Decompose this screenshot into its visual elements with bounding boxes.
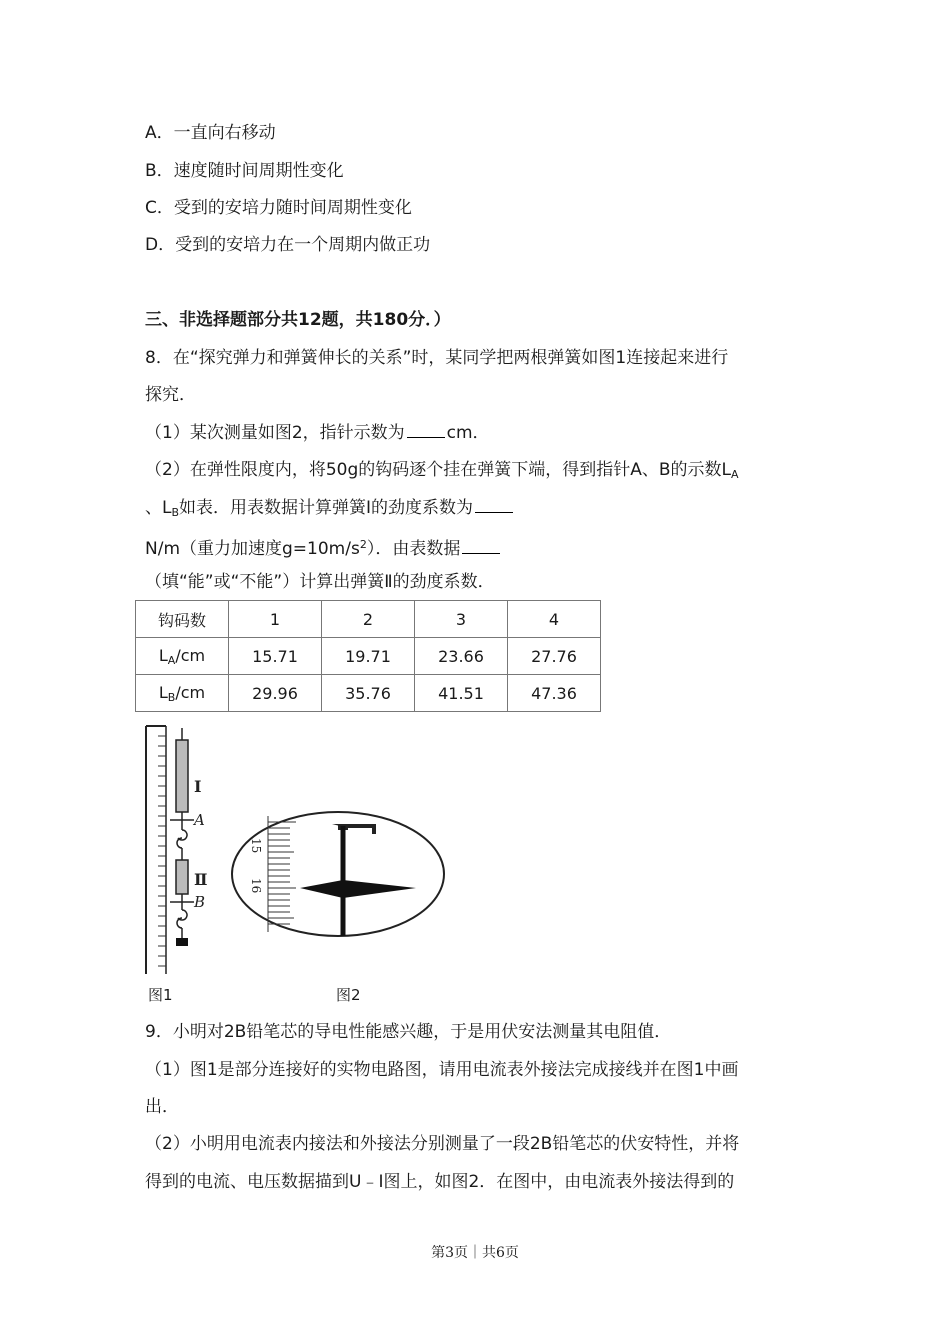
q8-part2-line4: （填“能”或“不能”）计算出弹簧Ⅱ的劲度系数．	[145, 572, 495, 592]
q9-part2-line2: 得到的电流、电压数据描到U﹣I图上，如图2．在图中，由电流表外接法得到的	[145, 1172, 735, 1192]
figure1-caption: 图1	[148, 986, 173, 1004]
answer-blank	[462, 537, 500, 554]
figure1-spring-diagram	[140, 722, 240, 980]
scale-label-15: 15	[249, 838, 263, 854]
spring-ii-label: Ⅱ	[194, 870, 208, 889]
figure2-ruler-closeup	[228, 808, 448, 940]
table-cell: 15.71	[229, 638, 322, 675]
table-header-cell: 1	[229, 601, 322, 638]
table-cell: 41.51	[415, 675, 508, 712]
answer-blank	[407, 421, 445, 438]
q8-part2-line2: 、$L_B$如表．用表数据计算弹簧Ⅰ的劲度系数为	[145, 496, 515, 525]
pointer-b-label: B	[194, 893, 206, 911]
row-label-lb: $L_B/cm$	[136, 675, 229, 712]
q9-part2-line1: （2）小明用电流表内接法和外接法分别测量了一段2B铅笔芯的伏安特性，并将	[145, 1134, 740, 1154]
table-cell: 47.36	[508, 675, 601, 712]
section-heading: 三、非选择题部分共12题，共180分．）	[145, 310, 451, 330]
table-cell: 35.76	[322, 675, 415, 712]
answer-blank	[475, 496, 513, 513]
figure2-caption: 图2	[336, 986, 361, 1004]
q8-stem-line1: 8．在“探究弹力和弹簧伸长的关系”时，某同学把两根弹簧如图1连接起来进行	[145, 348, 729, 368]
spring-i-label: Ⅰ	[194, 777, 202, 796]
table-cell: 19.71	[322, 638, 415, 675]
table-cell: 27.76	[508, 638, 601, 675]
pointer-a-label: A	[194, 811, 205, 829]
option-d: D．受到的安培力在一个周期内做正功	[145, 235, 431, 255]
q9-part1-line1: （1）图1是部分连接好的实物电路图，请用电流表外接法完成接线并在图1中画	[145, 1060, 739, 1080]
table-row	[136, 675, 601, 712]
option-b: B．速度随时间周期性变化	[145, 161, 344, 181]
table-cell: 29.96	[229, 675, 322, 712]
q8-stem-line2: 探究．	[145, 385, 196, 405]
data-table	[135, 600, 601, 712]
table-header-cell: 3	[415, 601, 508, 638]
table-row	[136, 638, 601, 675]
row-label-la: $L_A/cm$	[136, 638, 229, 675]
table-header-row	[136, 601, 601, 638]
scale-label-16: 16	[249, 878, 263, 894]
q8-part1: （1）某次测量如图2，指针示数为 cm．	[145, 423, 490, 443]
option-c: C．受到的安培力随时间周期性变化	[145, 198, 412, 218]
table-header-cell: 4	[508, 601, 601, 638]
q9-part1-line2: 出．	[145, 1097, 179, 1117]
table-header-cell: 2	[322, 601, 415, 638]
q8-part2-line3: N/m（重力加速度$g=10m/s^2$）．由表数据	[145, 533, 502, 561]
q8-part2-line1: （2）在弹性限度内，将50g的钩码逐个挂在弹簧下端，得到指针A、B的示数$L_A$	[145, 460, 739, 481]
q9-stem: 9．小明对2B铅笔芯的导电性能感兴趣，于是用伏安法测量其电阻值．	[145, 1022, 672, 1042]
table-cell: 23.66	[415, 638, 508, 675]
table-header-cell: 钩码数	[136, 601, 229, 638]
page-footer: 第3页｜共6页	[431, 1245, 519, 1261]
option-a: A．一直向右移动	[145, 123, 276, 143]
